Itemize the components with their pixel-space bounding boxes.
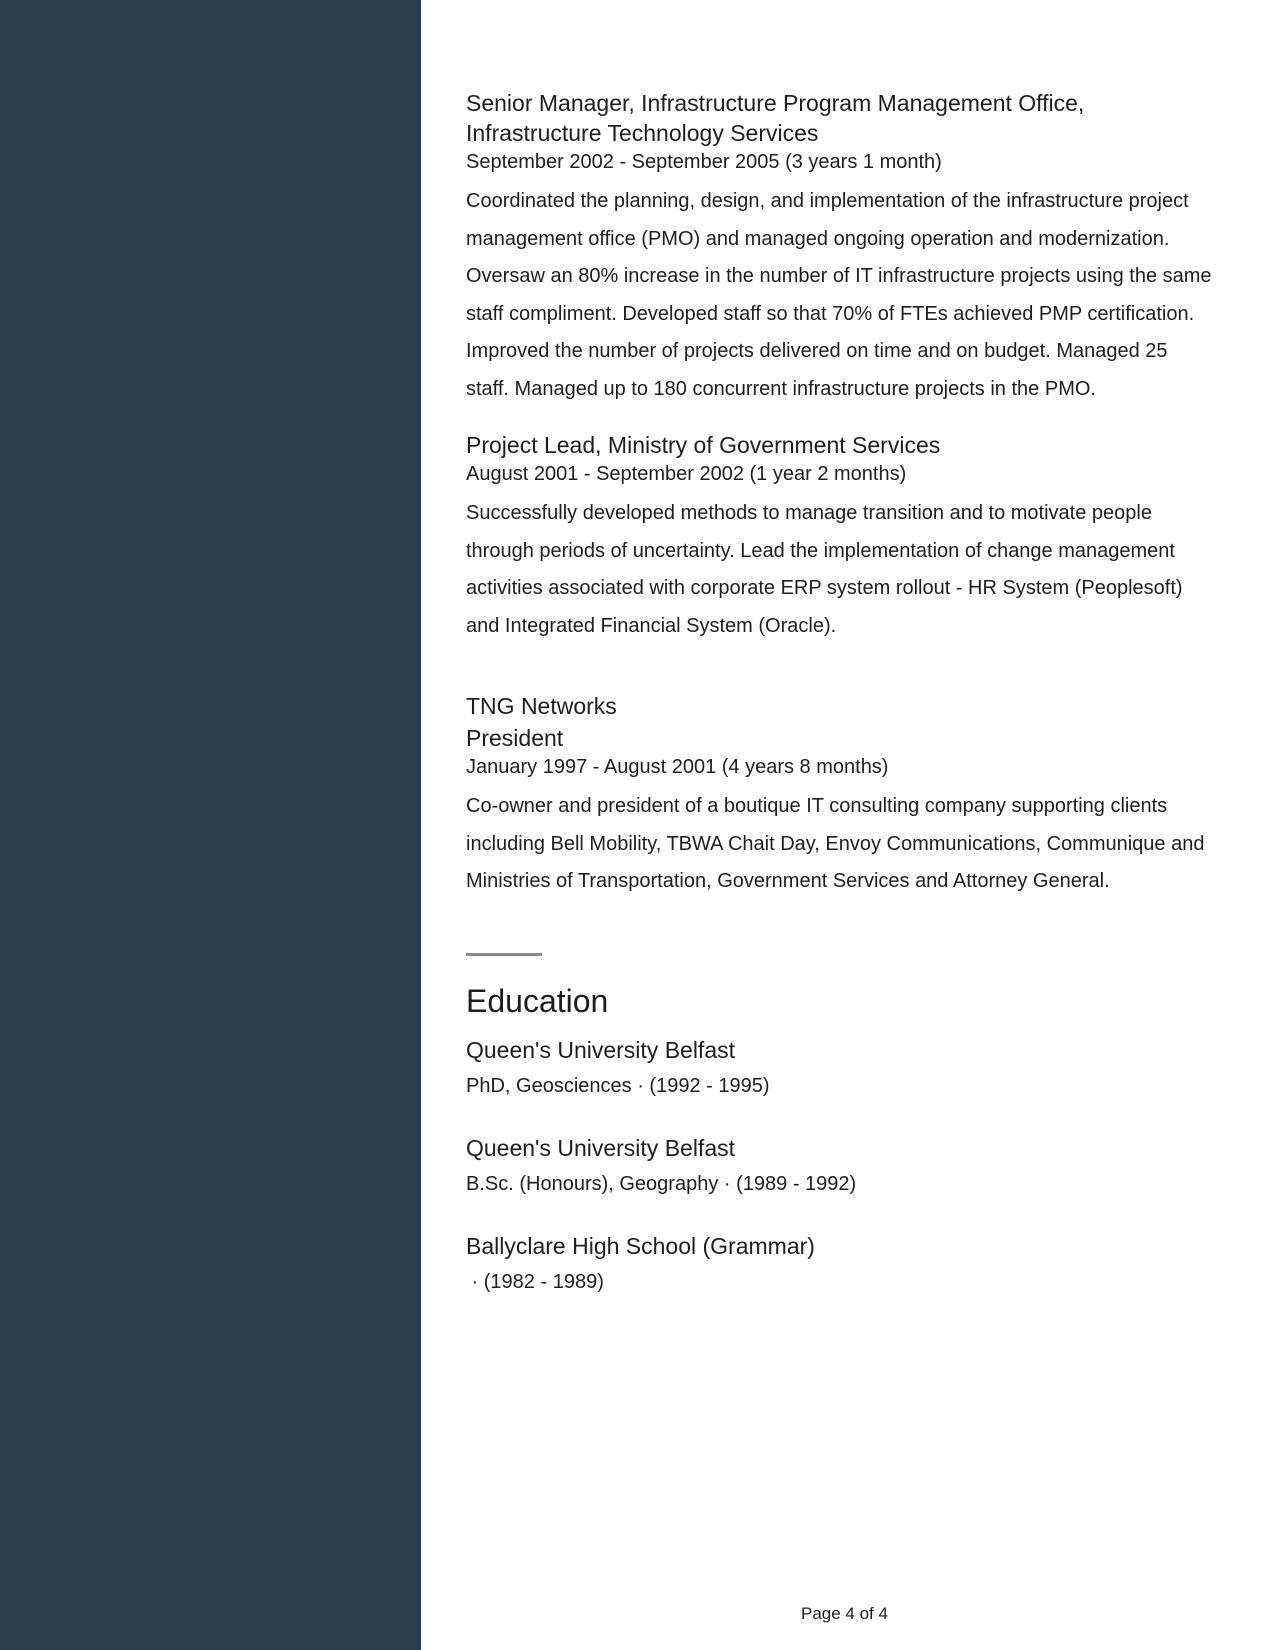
education-school: Ballyclare High School (Grammar)	[466, 1232, 815, 1259]
role-description: Co-owner and president of a boutique IT consulting company supporting clients including Bell Mobility, TBWA Chait Day, Envoy Communications, Communique and Ministries of Transportation, Government Services and Attorney General.	[466, 795, 1205, 892]
role-title: Senior Manager, Infrastructure Program Management Office, Infrastructure Technology Services	[466, 90, 1085, 146]
page-number: Page 4 of 4	[801, 1604, 888, 1623]
role-description: Coordinated the planning, design, and implementation of the infrastructure project management office (PMO) and managed ongoing operation and modernization. Oversaw an 80% increase in the number of IT infrastructure projects using the same staff compliment. Developed staff so that 70% of FTEs achieved PMP certification. Improved the number of projects delivered on time and on budget. Managed 25 staff. Managed up to 180 concurrent infrastructure projects in the PMO.	[466, 190, 1212, 400]
education-item	[466, 1131, 1216, 1201]
education-item	[466, 1033, 1216, 1103]
role-dates: August 2001 - September 2002 (1 year 2 months)	[466, 463, 907, 485]
education-school: Queen's University Belfast	[466, 1134, 736, 1161]
role-dates: January 1997 - August 2001 (4 years 8 months)	[466, 756, 889, 778]
role-title: President	[466, 725, 564, 751]
role-description: Successfully developed methods to manage transition and to motivate people through periods of uncertainty. Lead the implementation of change management activities associated with corporate ERP system rollout - HR System (Peoplesoft) and Integrated Financial System (Oracle).	[466, 502, 1183, 637]
education-heading: Education	[466, 982, 609, 1019]
education-school: Queen's University Belfast	[466, 1036, 736, 1063]
experience-role	[466, 88, 1216, 408]
role-title: Project Lead, Ministry of Government Services	[466, 432, 941, 458]
education-detail: B.Sc. (Honours), Geography · (1989 - 1992)	[466, 1172, 857, 1195]
company-name: TNG Networks	[466, 693, 617, 719]
education-detail: PhD, Geosciences · (1992 - 1995)	[466, 1074, 770, 1097]
section-divider	[466, 953, 542, 956]
education-item	[466, 1229, 1216, 1299]
role-dates: September 2002 - September 2005 (3 years 1 month)	[466, 151, 942, 173]
sidebar-panel	[0, 0, 421, 1650]
main-content	[466, 88, 1216, 1299]
education-detail: · (1982 - 1989)	[466, 1270, 604, 1293]
company-entry	[466, 689, 1216, 901]
experience-role	[466, 430, 1216, 645]
